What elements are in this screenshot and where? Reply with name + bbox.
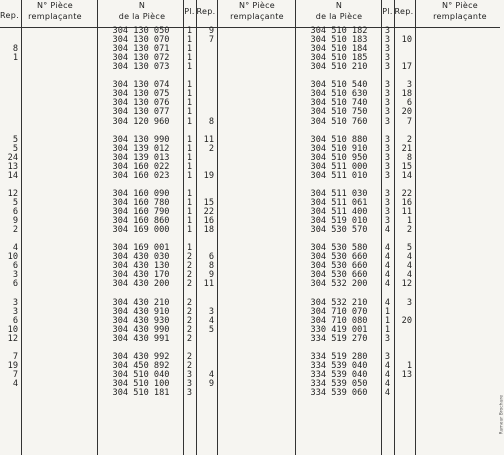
divider xyxy=(21,0,22,455)
part-number-cell: 304 532 200 xyxy=(310,279,368,290)
rep-cell: 6 xyxy=(406,98,412,109)
part-number-cell: 304 130 072 xyxy=(112,53,170,64)
part-number-cell: 304 430 930 xyxy=(112,315,170,326)
pl-cell: 1 xyxy=(186,197,193,208)
rep-cell: 4 xyxy=(208,369,214,380)
rep-cell: 8 xyxy=(208,261,214,272)
rep-cell: 4 xyxy=(406,261,412,272)
part-number-cell: 304 130 050 xyxy=(112,26,170,36)
rep-cell: 6 xyxy=(12,315,18,326)
part-number-cell: 334 539 040 xyxy=(310,360,368,371)
rep-cell: 3 xyxy=(12,306,18,317)
pl-cell: 3 xyxy=(186,378,193,389)
pl-cell: 3 xyxy=(384,207,391,217)
pl-cell: 1 xyxy=(186,35,193,46)
rep-cell: 24 xyxy=(7,152,18,163)
rep-cell: 3 xyxy=(406,80,412,91)
part-number-cell: 304 130 074 xyxy=(112,80,170,91)
part-number-cell: 304 139 013 xyxy=(112,152,170,163)
rep-cell: 11 xyxy=(203,134,214,145)
rep-cell: 10 xyxy=(401,35,412,46)
part-number-cell: 304 139 012 xyxy=(112,143,170,154)
header-rep-2: Rep. xyxy=(196,7,216,16)
rep-cell: 21 xyxy=(401,143,412,154)
header-n-piece: N de la Pièce xyxy=(118,1,166,21)
pl-cell: 1 xyxy=(186,134,193,145)
rep-cell: 20 xyxy=(401,315,412,326)
header-pl-2: Pl. xyxy=(382,7,393,16)
pl-cell: 4 xyxy=(384,261,391,272)
part-number-cell: 304 120 960 xyxy=(112,116,170,127)
part-number-cell: 304 160 790 xyxy=(112,207,170,217)
pl-cell: 3 xyxy=(384,134,391,145)
part-number-cell: 304 430 992 xyxy=(112,351,170,362)
part-number-cell: 304 169 000 xyxy=(112,225,170,236)
part-number-cell: 304 510 740 xyxy=(310,98,368,109)
part-number-cell: 304 510 181 xyxy=(112,388,170,398)
rep-cell: 10 xyxy=(7,324,18,335)
pl-cell: 1 xyxy=(186,107,193,118)
part-number-cell: 304 511 010 xyxy=(310,170,368,181)
divider xyxy=(217,0,218,455)
pl-cell: 2 xyxy=(186,252,193,263)
pl-cell: 1 xyxy=(384,324,391,335)
rep-cell: 1 xyxy=(12,53,18,64)
pl-cell: 4 xyxy=(384,252,391,263)
pl-cell: 4 xyxy=(384,270,391,281)
side-stamp: Rumeur Brochure xyxy=(499,395,504,435)
pl-cell: 3 xyxy=(384,116,391,127)
pl-cell: 2 xyxy=(186,315,193,326)
rep-cell: 2 xyxy=(406,134,412,145)
rep-cell: 20 xyxy=(401,107,412,118)
pl-cell: 3 xyxy=(384,80,391,91)
rep-cell: 7 xyxy=(406,116,412,127)
part-number-cell: 304 160 780 xyxy=(112,197,170,208)
pl-cell: 2 xyxy=(186,270,193,281)
pl-cell: 2 xyxy=(186,261,193,272)
part-number-cell: 304 532 210 xyxy=(310,297,368,308)
pl-cell: 3 xyxy=(384,98,391,109)
pl-cell: 3 xyxy=(384,26,391,36)
pl-cell: 3 xyxy=(384,197,391,208)
pl-cell: 2 xyxy=(186,351,193,362)
pl-cell: 3 xyxy=(384,161,391,172)
rep-cell: 22 xyxy=(203,207,214,217)
rep-cell: 11 xyxy=(401,207,412,217)
pl-cell: 4 xyxy=(384,297,391,308)
rep-cell: 19 xyxy=(7,360,18,371)
pl-cell: 2 xyxy=(186,360,193,371)
part-number-cell: 304 510 950 xyxy=(310,152,368,163)
pl-cell: 1 xyxy=(384,315,391,326)
rep-cell: 3 xyxy=(12,297,18,308)
header-remplacante-2: N° Pièce remplaçante xyxy=(230,1,284,21)
part-number-cell: 304 130 070 xyxy=(112,35,170,46)
pl-cell: 1 xyxy=(186,80,193,91)
pl-cell: 3 xyxy=(384,107,391,118)
pl-cell: 4 xyxy=(384,243,391,254)
part-number-cell: 304 511 061 xyxy=(310,197,368,208)
part-number-cell: 304 430 130 xyxy=(112,261,170,272)
pl-cell: 3 xyxy=(384,143,391,154)
rep-cell: 10 xyxy=(7,252,18,263)
rep-cell: 12 xyxy=(401,279,412,290)
pl-cell: 3 xyxy=(384,35,391,46)
part-number-cell: 304 160 022 xyxy=(112,161,170,172)
rep-cell: 5 xyxy=(12,197,18,208)
rep-cell: 9 xyxy=(208,270,214,281)
rep-cell: 9 xyxy=(12,216,18,227)
pl-cell: 4 xyxy=(384,388,391,398)
pl-cell: 4 xyxy=(384,225,391,236)
pl-cell: 2 xyxy=(186,333,193,344)
part-number-cell: 304 430 991 xyxy=(112,333,170,344)
pl-cell: 3 xyxy=(384,170,391,181)
rep-cell: 5 xyxy=(406,243,412,254)
rep-cell: 4 xyxy=(12,378,18,389)
part-number-cell: 304 510 185 xyxy=(310,53,368,64)
rep-cell: 11 xyxy=(203,279,214,290)
pl-cell: 1 xyxy=(384,306,391,317)
divider xyxy=(0,27,500,28)
rep-cell: 15 xyxy=(203,197,214,208)
pl-cell: 3 xyxy=(384,53,391,64)
part-number-cell: 304 430 910 xyxy=(112,306,170,317)
rep-cell: 7 xyxy=(208,35,214,46)
pl-cell: 3 xyxy=(186,369,193,380)
pl-cell: 3 xyxy=(384,89,391,100)
part-number-cell: 304 430 170 xyxy=(112,270,170,281)
pl-cell: 1 xyxy=(186,116,193,127)
part-number-cell: 334 519 280 xyxy=(310,351,368,362)
rep-cell: 7 xyxy=(12,351,18,362)
pl-cell: 1 xyxy=(186,207,193,217)
rep-cell: 19 xyxy=(203,170,214,181)
pl-cell: 1 xyxy=(186,170,193,181)
pl-cell: 2 xyxy=(186,324,193,335)
rep-cell: 6 xyxy=(12,207,18,217)
part-number-cell: 304 519 010 xyxy=(310,216,368,227)
rep-cell: 9 xyxy=(208,378,214,389)
pl-cell: 1 xyxy=(186,225,193,236)
part-number-cell: 304 510 210 xyxy=(310,62,368,73)
part-number-cell: 304 450 892 xyxy=(112,360,170,371)
part-number-cell: 304 510 750 xyxy=(310,107,368,118)
divider xyxy=(415,0,416,455)
part-number-cell: 304 130 075 xyxy=(112,89,170,100)
part-number-cell: 334 539 040 xyxy=(310,369,368,380)
rep-cell: 8 xyxy=(406,152,412,163)
part-number-cell: 304 130 071 xyxy=(112,44,170,55)
rep-cell: 4 xyxy=(406,270,412,281)
pl-cell: 3 xyxy=(384,333,391,344)
pl-cell: 4 xyxy=(384,369,391,380)
rep-cell: 18 xyxy=(203,225,214,236)
part-number-cell: 304 430 990 xyxy=(112,324,170,335)
rep-cell: 17 xyxy=(401,62,412,73)
rep-cell: 14 xyxy=(401,170,412,181)
part-number-cell: 304 160 023 xyxy=(112,170,170,181)
rep-cell: 14 xyxy=(7,170,18,181)
part-number-cell: 330 419 001 xyxy=(310,324,368,335)
part-number-cell: 304 510 540 xyxy=(310,80,368,91)
pl-cell: 1 xyxy=(186,143,193,154)
pl-cell: 3 xyxy=(384,351,391,362)
rep-cell: 5 xyxy=(12,134,18,145)
part-number-cell: 304 530 660 xyxy=(310,261,368,272)
pl-cell: 1 xyxy=(186,62,193,73)
rep-cell: 4 xyxy=(406,252,412,263)
pl-cell: 1 xyxy=(186,89,193,100)
part-number-cell: 304 511 400 xyxy=(310,207,368,217)
pl-cell: 3 xyxy=(384,216,391,227)
part-number-cell: 304 430 200 xyxy=(112,279,170,290)
divider xyxy=(97,0,98,455)
part-number-cell: 304 510 630 xyxy=(310,89,368,100)
rep-cell: 12 xyxy=(7,333,18,344)
rep-cell: 6 xyxy=(12,279,18,290)
pl-cell: 1 xyxy=(186,188,193,199)
part-number-cell: 304 430 210 xyxy=(112,297,170,308)
pl-cell: 4 xyxy=(384,360,391,371)
pl-cell: 2 xyxy=(186,297,193,308)
part-number-cell: 304 510 100 xyxy=(112,378,170,389)
part-number-cell: 304 530 570 xyxy=(310,225,368,236)
part-number-cell: 304 530 660 xyxy=(310,270,368,281)
header-rep-3: Rep. xyxy=(394,7,414,16)
rep-cell: 2 xyxy=(208,143,214,154)
part-number-cell: 304 511 000 xyxy=(310,161,368,172)
header-n-piece-2: N de la Pièce xyxy=(315,1,363,21)
pl-cell: 2 xyxy=(186,306,193,317)
part-number-cell: 304 430 030 xyxy=(112,252,170,263)
part-number-cell: 304 160 090 xyxy=(112,188,170,199)
rep-cell: 6 xyxy=(208,252,214,263)
part-number-cell: 304 511 030 xyxy=(310,188,368,199)
pl-cell: 3 xyxy=(384,44,391,55)
part-number-cell: 334 539 060 xyxy=(310,388,368,398)
pl-cell: 1 xyxy=(186,216,193,227)
rep-cell: 3 xyxy=(406,297,412,308)
rep-cell: 4 xyxy=(208,315,214,326)
part-number-cell: 334 539 050 xyxy=(310,378,368,389)
part-number-cell: 304 510 760 xyxy=(310,116,368,127)
pl-cell: 1 xyxy=(186,161,193,172)
rep-cell: 3 xyxy=(208,306,214,317)
part-number-cell: 304 510 880 xyxy=(310,134,368,145)
rep-cell: 16 xyxy=(203,216,214,227)
part-number-cell: 304 530 660 xyxy=(310,252,368,263)
rep-cell: 5 xyxy=(12,143,18,154)
part-number-cell: 334 519 270 xyxy=(310,333,368,344)
part-number-cell: 304 510 910 xyxy=(310,143,368,154)
pl-cell: 3 xyxy=(384,152,391,163)
rep-cell: 1 xyxy=(406,216,412,227)
pl-cell: 4 xyxy=(384,279,391,290)
header-remplacante: N° Pièce remplaçante xyxy=(28,1,82,21)
rep-cell: 12 xyxy=(7,188,18,199)
pl-cell: 1 xyxy=(186,26,193,36)
rep-cell: 16 xyxy=(401,197,412,208)
pl-cell: 1 xyxy=(186,152,193,163)
part-number-cell: 304 510 040 xyxy=(112,369,170,380)
pl-cell: 1 xyxy=(186,243,193,254)
part-number-cell: 304 130 073 xyxy=(112,62,170,73)
rep-cell: 15 xyxy=(401,161,412,172)
part-number-cell: 304 160 860 xyxy=(112,216,170,227)
rep-cell: 18 xyxy=(401,89,412,100)
part-number-cell: 304 710 080 xyxy=(310,315,368,326)
part-number-cell: 304 530 580 xyxy=(310,243,368,254)
pl-cell: 1 xyxy=(186,44,193,55)
part-number-cell: 304 169 001 xyxy=(112,243,170,254)
rep-cell: 1 xyxy=(406,360,412,371)
rep-cell: 8 xyxy=(12,44,18,55)
header-pl: Pl. xyxy=(184,7,195,16)
rep-cell: 7 xyxy=(12,369,18,380)
part-number-cell: 304 710 070 xyxy=(310,306,368,317)
header-rep: Rep. xyxy=(0,11,19,20)
pl-cell: 3 xyxy=(186,388,193,398)
rep-cell: 22 xyxy=(401,188,412,199)
rep-cell: 4 xyxy=(12,243,18,254)
pl-cell: 4 xyxy=(384,378,391,389)
pl-cell: 1 xyxy=(186,53,193,64)
pl-cell: 2 xyxy=(186,279,193,290)
pl-cell: 3 xyxy=(384,188,391,199)
part-number-cell: 304 130 990 xyxy=(112,134,170,145)
rep-cell: 13 xyxy=(401,369,412,380)
rep-cell: 8 xyxy=(208,116,214,127)
rep-cell: 2 xyxy=(12,225,18,236)
divider xyxy=(295,0,296,455)
pl-cell: 1 xyxy=(186,98,193,109)
header-remplacante-3: N° Pièce remplaçante xyxy=(433,1,487,21)
rep-cell: 3 xyxy=(12,270,18,281)
part-number-cell: 304 510 183 xyxy=(310,35,368,46)
rep-cell: 6 xyxy=(12,261,18,272)
rep-cell: 9 xyxy=(208,26,214,36)
rep-cell: 5 xyxy=(208,324,214,335)
part-number-cell: 304 130 077 xyxy=(112,107,170,118)
part-number-cell: 304 130 076 xyxy=(112,98,170,109)
part-number-cell: 304 510 184 xyxy=(310,44,368,55)
part-number-cell: 304 510 182 xyxy=(310,26,368,36)
rep-cell: 13 xyxy=(7,161,18,172)
rep-cell: 2 xyxy=(406,225,412,236)
pl-cell: 3 xyxy=(384,62,391,73)
